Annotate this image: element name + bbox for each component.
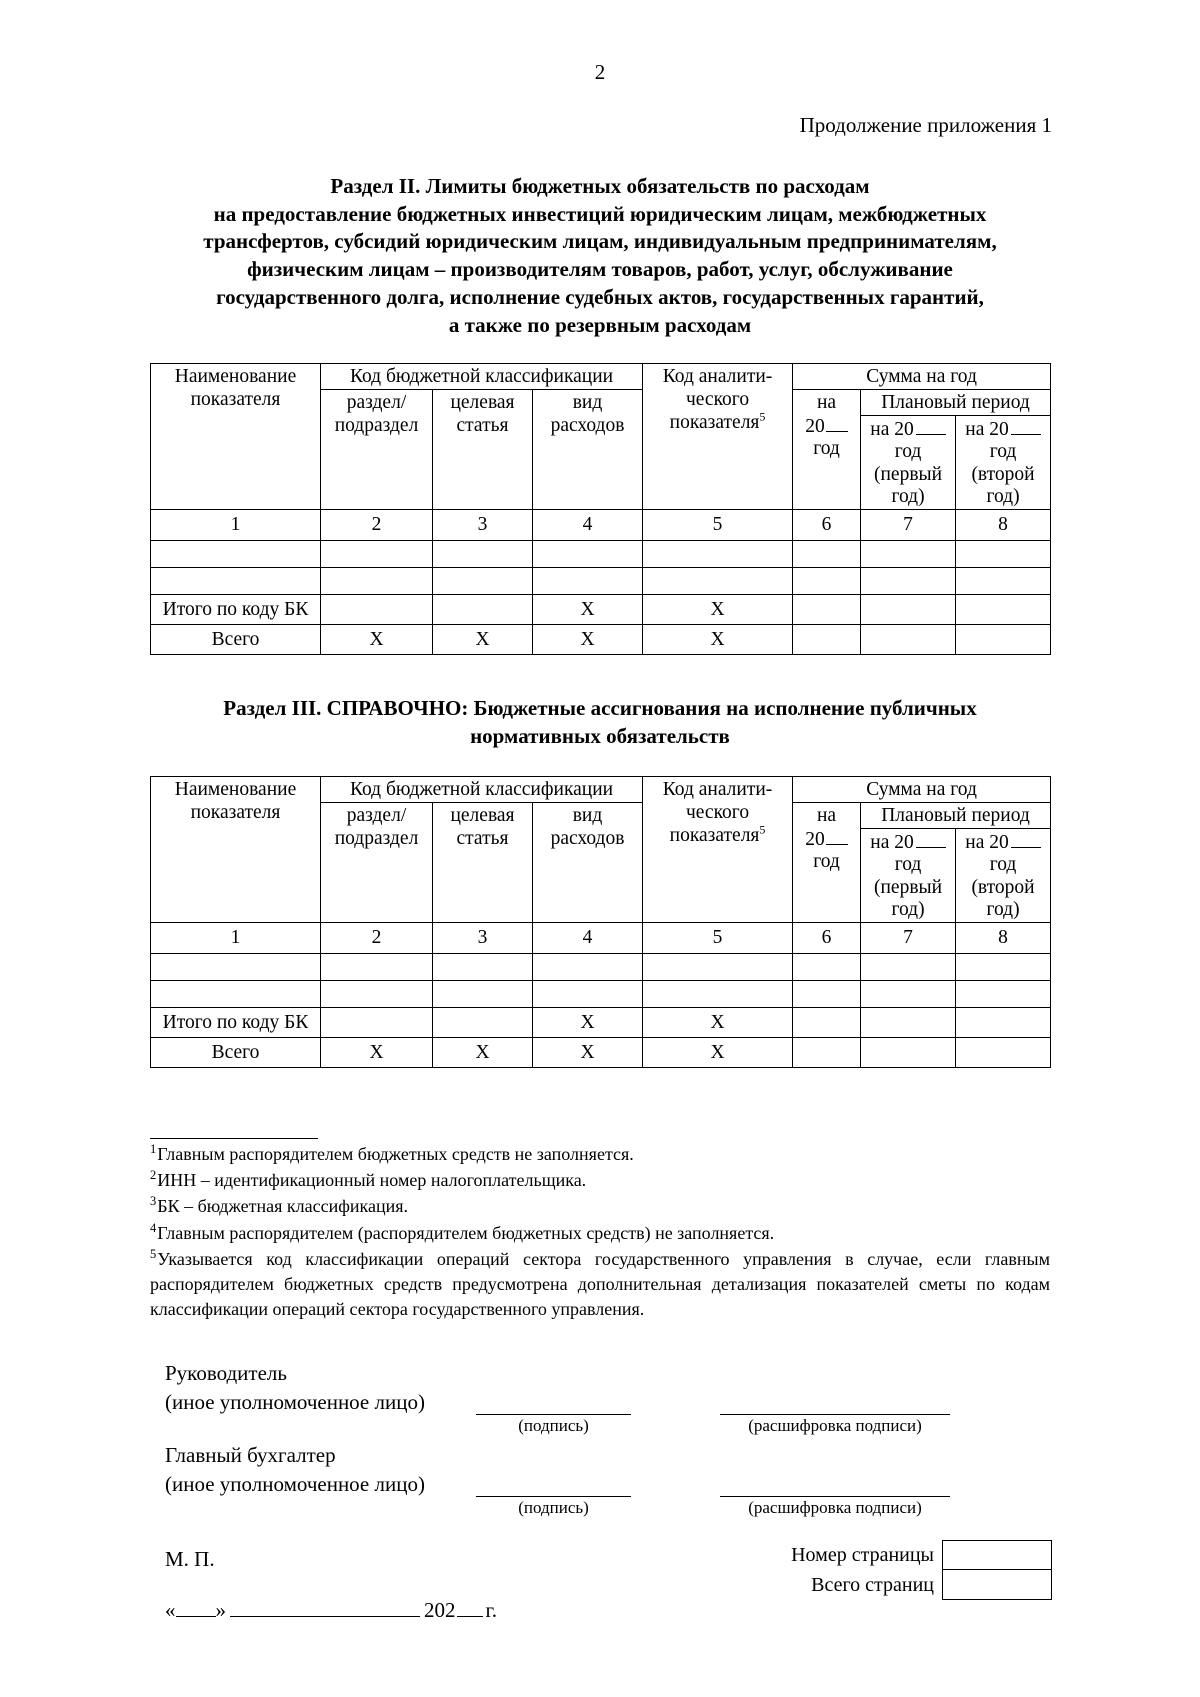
table-cell[interactable] <box>956 981 1051 1008</box>
table-cell[interactable] <box>861 981 956 1008</box>
table-cell[interactable] <box>533 567 643 594</box>
summary-label: Всего <box>151 1038 321 1068</box>
table-cell[interactable] <box>433 567 533 594</box>
footnote-mark: 3 <box>150 1194 157 1209</box>
summary-cell[interactable] <box>433 594 533 624</box>
signature-role-line2: (иное уполномоченное лицо) <box>165 1472 425 1497</box>
signature-caption-signature: (подпись) <box>518 1498 589 1518</box>
summary-cell: X <box>321 624 433 654</box>
table-cell[interactable] <box>321 981 433 1008</box>
summary-cell: X <box>643 624 793 654</box>
header-analytical-code <box>643 777 793 923</box>
summary-cell[interactable] <box>861 594 956 624</box>
page-number-row <box>791 1540 1052 1570</box>
summary-cell[interactable] <box>861 624 956 654</box>
header-current-year-l3: год <box>813 851 840 873</box>
table-row[interactable] <box>151 567 1051 594</box>
table-cell[interactable] <box>533 954 643 981</box>
signature-decoding-line-accountant[interactable] <box>720 1496 950 1497</box>
table-summary-row-total-by-bk <box>151 594 1051 624</box>
table-cell[interactable] <box>861 567 956 594</box>
year-blank <box>826 828 848 845</box>
section-three-table <box>150 776 1051 1068</box>
header-second-plan-year-l3: (второй <box>971 876 1035 898</box>
col-number: 7 <box>861 509 956 540</box>
table-cell[interactable] <box>533 540 643 567</box>
page-counters-block <box>791 1540 1052 1600</box>
header-current-year-l2: 20 <box>805 828 825 850</box>
footnote-mark: 4 <box>150 1220 157 1235</box>
footnote-mark: 2 <box>150 1168 157 1183</box>
table-cell[interactable] <box>433 540 533 567</box>
col-number: 8 <box>956 509 1051 540</box>
footnote-item <box>150 1142 1050 1167</box>
table-cell[interactable] <box>793 954 861 981</box>
table-summary-row-total-by-bk <box>151 1008 1051 1038</box>
col-number: 3 <box>433 923 533 954</box>
section-two-table <box>150 363 1051 655</box>
col-number: 4 <box>533 509 643 540</box>
header-group-sum-for-year: Сумма на год <box>793 364 1051 390</box>
header-group-budget-classification: Код бюджетной классификации <box>321 777 643 803</box>
table-cell[interactable] <box>433 981 533 1008</box>
footnote-text: ИНН – идентификационный номер налогоплательщика. <box>157 1170 587 1191</box>
summary-cell: X <box>533 624 643 654</box>
header-group-planning-period: Плановый период <box>861 803 1051 829</box>
col-number: 4 <box>533 923 643 954</box>
table-summary-row-grand-total <box>151 624 1051 654</box>
table-cell[interactable] <box>643 981 793 1008</box>
table-cell[interactable] <box>321 540 433 567</box>
footnote-mark: 5 <box>150 1246 157 1261</box>
summary-cell[interactable] <box>793 594 861 624</box>
table-row[interactable] <box>151 540 1051 567</box>
signature-block <box>150 1323 1050 1525</box>
footnote-text: Главным распорядителем бюджетных средств не заполняется. <box>157 1144 634 1165</box>
year-blank <box>916 418 946 435</box>
col-number: 1 <box>151 509 321 540</box>
summary-label: Итого по коду БК <box>151 594 321 624</box>
table-cell[interactable] <box>956 954 1051 981</box>
footnote-separator-rule <box>150 1138 318 1139</box>
header-second-plan-year-l1: на 20 <box>965 831 1009 853</box>
summary-cell[interactable] <box>433 1008 533 1038</box>
total-pages-row <box>791 1570 1052 1600</box>
section-three-title-line: Раздел III. СПРАВОЧНО: Бюджетные ассигнования на исполнение публичных <box>223 695 977 720</box>
header-analytical-code-l1: Код аналити- <box>662 366 773 388</box>
header-analytical-code-l1: Код аналити- <box>662 779 773 801</box>
header-current-year-l2: 20 <box>805 415 825 437</box>
summary-cell[interactable] <box>861 1008 956 1038</box>
section-two-title-line: на предоставление бюджетных инвестиций юридическим лицам, межбюджетных <box>213 201 987 226</box>
header-current-year-l1: на <box>816 391 837 413</box>
header-group-planning-period: Плановый период <box>861 389 1051 415</box>
summary-cell: X <box>321 1038 433 1068</box>
col-number: 6 <box>793 923 861 954</box>
table-header-row-1 <box>151 364 1051 390</box>
header-section-subsection: раздел/ подраздел <box>321 389 433 509</box>
col-number: 7 <box>861 923 956 954</box>
footnote-item <box>150 1168 1050 1193</box>
table-row[interactable] <box>151 981 1051 1008</box>
header-second-plan-year-l3: (второй <box>971 463 1035 485</box>
footnote-text: Указывается код классификации операций сектора государственного управления в случае, если главным распорядителем бюджетных средств предусмотрена дополнительная детализация показателей сметы по кодам классификации операций сектора государственного управления. <box>150 1248 1050 1320</box>
header-first-plan-year-l2: год <box>894 441 922 463</box>
header-current-year-l3: год <box>813 438 840 460</box>
year-blank <box>826 415 848 432</box>
header-first-plan-year <box>861 828 956 922</box>
summary-cell[interactable] <box>956 594 1051 624</box>
header-first-plan-year-l1: на 20 <box>870 831 914 853</box>
header-first-plan-year-l4: год) <box>891 486 925 508</box>
header-first-plan-year-l1: на 20 <box>870 418 914 440</box>
header-second-plan-year <box>956 828 1051 922</box>
header-current-year <box>793 389 861 509</box>
header-target-article: целевая статья <box>433 803 533 923</box>
header-current-year-l1: на <box>816 805 837 826</box>
summary-cell: X <box>433 624 533 654</box>
date-quote-open: « <box>165 1598 176 1623</box>
table-cell[interactable] <box>861 954 956 981</box>
summary-cell[interactable] <box>956 1038 1051 1068</box>
table-cell[interactable] <box>643 540 793 567</box>
signature-role-accountant <box>165 1441 425 1499</box>
table-cell[interactable] <box>793 567 861 594</box>
section-two-title-line: трансфертов, субсидий юридическим лицам, индивидуальным предпринимателям, <box>203 229 997 254</box>
summary-label: Итого по коду БК <box>151 1008 321 1038</box>
signature-row-director <box>150 1359 1050 1441</box>
footnote-text: БК – бюджетная классификация. <box>157 1196 409 1217</box>
header-group-sum-for-year: Сумма на год <box>793 777 1051 803</box>
section-two-title-line: государственного долга, исполнение судебных актов, государственных гарантий, <box>216 284 984 309</box>
signature-role-line2: (иное уполномоченное лицо) <box>165 1390 425 1415</box>
date-month-blank[interactable] <box>230 1599 420 1618</box>
header-second-plan-year-l4: год) <box>986 899 1020 921</box>
header-second-plan-year-l2: год <box>989 441 1017 463</box>
section-two-title <box>160 173 1040 339</box>
summary-label: Всего <box>151 624 321 654</box>
footnote-text: Главным распорядителем (распорядителем бюджетных средств) не заполняется. <box>157 1222 775 1243</box>
footnote-mark: 1 <box>150 1142 157 1157</box>
header-second-plan-year-l4: год) <box>986 486 1020 508</box>
section-two-table-wrapper <box>150 363 1050 655</box>
header-second-plan-year-l1: на 20 <box>965 418 1009 440</box>
table-cell[interactable] <box>956 540 1051 567</box>
table-cell[interactable] <box>643 567 793 594</box>
col-number: 5 <box>643 923 793 954</box>
section-two-title-line: физическим лицам – производителям товаров, работ, услуг, обслуживание <box>247 257 953 282</box>
footnote-item <box>150 1221 1050 1246</box>
date-year-blank[interactable] <box>457 1599 483 1618</box>
table-cell[interactable] <box>643 954 793 981</box>
signature-decoding-line-director[interactable] <box>720 1414 950 1415</box>
header-expense-type: вид расходов <box>533 803 643 923</box>
header-first-plan-year <box>861 415 956 509</box>
table-row[interactable] <box>151 954 1051 981</box>
summary-cell[interactable] <box>956 624 1051 654</box>
signature-role-director <box>165 1359 425 1417</box>
header-expense-type: вид расходов <box>533 389 643 509</box>
section-three-table-wrapper <box>150 776 1050 1068</box>
table-cell[interactable] <box>793 981 861 1008</box>
summary-cell: X <box>533 1038 643 1068</box>
footnote-item <box>150 1194 1050 1219</box>
signature-line-accountant[interactable] <box>476 1496 631 1497</box>
signature-caption-decoding: (расшифровка подписи) <box>748 1416 922 1436</box>
signature-caption-decoding: (расшифровка подписи) <box>748 1498 922 1518</box>
continuation-note: Продолжение приложения 1 <box>799 113 1052 137</box>
col-number: 1 <box>151 923 321 954</box>
signature-role-line1: Руководитель <box>165 1361 287 1386</box>
header-first-plan-year-l4: год) <box>891 899 925 921</box>
header-analytical-code-l3: показателя <box>669 411 760 433</box>
header-second-plan-year-l2: год <box>989 854 1017 876</box>
header-analytical-code-l3: показателя <box>669 824 760 846</box>
col-number: 2 <box>321 923 433 954</box>
summary-cell: X <box>433 1038 533 1068</box>
header-first-plan-year-l2: год <box>894 854 922 876</box>
summary-cell[interactable] <box>861 1038 956 1068</box>
header-second-plan-year <box>956 415 1051 509</box>
total-pages-box[interactable] <box>942 1570 1052 1600</box>
footnote-ref-5: 5 <box>759 822 766 837</box>
col-number: 2 <box>321 509 433 540</box>
summary-cell[interactable] <box>793 1008 861 1038</box>
section-two-title-line: Раздел II. Лимиты бюджетных обязательств по расходам <box>330 174 870 198</box>
header-indicator-name: Наименование показателя <box>151 777 321 923</box>
table-cell[interactable] <box>151 954 321 981</box>
header-target-article: целевая статья <box>433 389 533 509</box>
summary-cell[interactable] <box>321 1008 433 1038</box>
header-analytical-code <box>643 364 793 510</box>
page-number-label: Номер страницы <box>791 1544 934 1566</box>
signature-role-line1: Главный бухгалтер <box>165 1443 336 1468</box>
col-number: 8 <box>956 923 1051 954</box>
table-cell[interactable] <box>433 954 533 981</box>
table-cell[interactable] <box>793 540 861 567</box>
table-cell[interactable] <box>151 567 321 594</box>
header-analytical-code-l2: ческого <box>685 388 750 410</box>
summary-cell: X <box>643 1038 793 1068</box>
year-blank <box>1011 418 1041 435</box>
section-three-title-line: нормативных обязательств <box>470 723 730 748</box>
signature-row-accountant <box>150 1441 1050 1525</box>
year-blank <box>916 831 946 848</box>
table-cell[interactable] <box>533 981 643 1008</box>
page-number-top: 2 <box>594 60 606 84</box>
header-analytical-code-l2: ческого <box>685 802 750 823</box>
summary-cell: X <box>643 594 793 624</box>
col-number: 3 <box>433 509 533 540</box>
summary-cell: X <box>643 1008 793 1038</box>
date-day-blank[interactable] <box>176 1599 216 1618</box>
table-numbering-row <box>151 923 1051 954</box>
date-year-prefix: 202 <box>424 1598 456 1623</box>
stamp-place-label: М. П. <box>165 1547 215 1572</box>
header-first-plan-year-l3: (первый <box>873 463 943 485</box>
table-cell[interactable] <box>956 567 1051 594</box>
summary-cell: X <box>533 1008 643 1038</box>
col-number: 6 <box>793 509 861 540</box>
footnote-item <box>150 1247 1050 1323</box>
section-two-title-line: а также по резервным расходам <box>448 312 752 337</box>
table-summary-row-grand-total <box>151 1038 1051 1068</box>
table-cell[interactable] <box>151 981 321 1008</box>
table-numbering-row <box>151 509 1051 540</box>
footnotes-block <box>150 1068 1050 1322</box>
summary-cell[interactable] <box>956 1008 1051 1038</box>
total-pages-label: Всего страниц <box>811 1574 934 1596</box>
table-header-row-1 <box>151 777 1051 803</box>
date-year-suffix: г. <box>485 1598 497 1623</box>
header-section-subsection: раздел/ подраздел <box>321 803 433 923</box>
table-cell[interactable] <box>321 567 433 594</box>
header-indicator-name: Наименование показателя <box>151 364 321 510</box>
year-blank <box>1011 831 1041 848</box>
signature-line-director[interactable] <box>476 1414 631 1415</box>
summary-cell[interactable] <box>793 1038 861 1068</box>
signature-caption-signature: (подпись) <box>518 1416 589 1436</box>
summary-cell: X <box>533 594 643 624</box>
table-cell[interactable] <box>321 954 433 981</box>
header-group-budget-classification: Код бюджетной классификации <box>321 364 643 390</box>
col-number: 5 <box>643 509 793 540</box>
summary-cell[interactable] <box>321 594 433 624</box>
section-three-title <box>160 695 1040 750</box>
header-current-year <box>793 803 861 923</box>
page-number-box[interactable] <box>942 1540 1052 1570</box>
header-first-plan-year-l3: (первый <box>873 876 943 898</box>
summary-cell[interactable] <box>793 624 861 654</box>
table-cell[interactable] <box>151 540 321 567</box>
table-cell[interactable] <box>861 540 956 567</box>
date-quote-close: » <box>215 1598 226 1623</box>
footnote-ref-5: 5 <box>759 409 766 424</box>
